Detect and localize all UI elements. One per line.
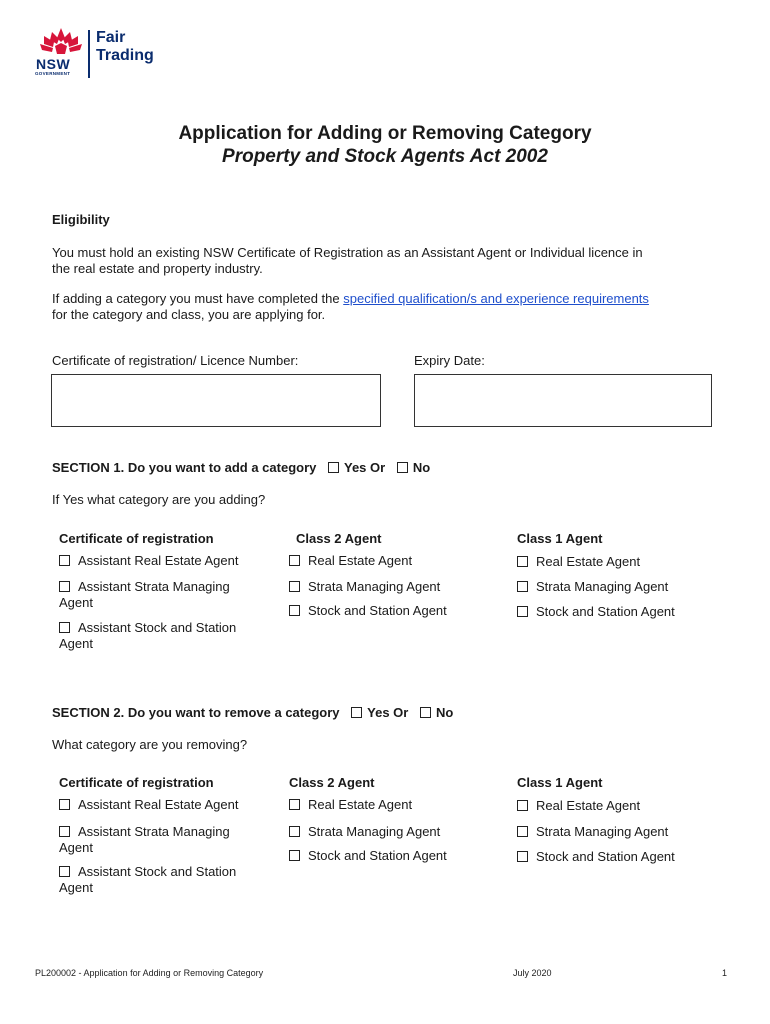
checkbox[interactable] [517,581,528,592]
checkbox[interactable] [289,826,300,837]
section1-option-class1-stock[interactable] [517,604,675,620]
section2-no-label: No [435,705,454,720]
expiry-date-label: Expiry Date: [414,353,485,368]
section2-option-assistant-stock[interactable] [59,864,269,896]
checkbox[interactable] [59,581,70,592]
section2-option-assistant-strata[interactable] [59,824,269,856]
option-label: Assistant Stock and Station [78,620,237,635]
section2-col-class1-heading: Class 1 Agent [517,775,603,790]
para2-line2: for the category and class, you are applying for. [52,307,326,322]
section2-no-checkbox[interactable] [420,707,431,718]
fair-line: Fair [96,29,126,46]
trading-line: Trading [96,47,154,64]
section2-option-class1-strata[interactable] [517,824,668,840]
option-label-cont: Agent [59,595,93,610]
section2-prompt: What category are you removing? [52,737,248,752]
section2-question-text: SECTION 2. Do you want to remove a category [52,705,340,720]
option-label-cont: Agent [59,636,93,651]
section1-col-cert-heading: Certificate of registration [59,531,214,546]
option-label: Real Estate Agent [536,554,641,569]
option-label: Stock and Station Agent [536,604,675,619]
checkbox[interactable] [59,866,70,877]
section2-yes-label: Yes Or [367,705,409,720]
licence-number-label: Certificate of registration/ Licence Number: [52,353,299,368]
section2-option-class1-real-estate[interactable] [517,798,640,814]
section2-option-class2-real-estate[interactable] [289,797,412,813]
section2-col-cert-heading: Certificate of registration [59,775,214,790]
page-subtitle: Property and Stock Agents Act 2002 [222,146,548,167]
option-label-cont: Agent [59,880,93,895]
government-wordmark: GOVERNMENT [35,71,71,76]
expiry-date-field[interactable] [414,374,712,427]
eligibility-paragraph-1 [52,245,643,277]
checkbox[interactable] [517,800,528,811]
option-label: Strata Managing Agent [536,824,669,839]
section1-question [52,460,430,475]
section2-option-class2-stock[interactable] [289,848,447,864]
option-label: Stock and Station Agent [308,848,447,863]
checkbox[interactable] [59,826,70,837]
checkbox[interactable] [59,622,70,633]
option-label: Strata Managing Agent [536,579,669,594]
checkbox[interactable] [517,826,528,837]
option-label: Real Estate Agent [308,797,413,812]
option-label: Stock and Station Agent [308,603,447,618]
checkbox[interactable] [289,799,300,810]
checkbox[interactable] [59,555,70,566]
checkbox[interactable] [517,606,528,617]
option-label: Real Estate Agent [536,798,641,813]
section1-option-assistant-real-estate[interactable] [59,553,238,569]
para2-prefix: If adding a category you must have completed the [52,291,344,306]
footer-date: July 2020 [513,968,552,978]
checkbox[interactable] [289,555,300,566]
section1-col-class2-heading: Class 2 Agent [296,531,382,546]
eligibility-paragraph-2 [52,291,649,323]
option-label-cont: Agent [59,840,93,855]
checkbox[interactable] [289,581,300,592]
licence-number-field[interactable] [51,374,381,427]
footer-page-number: 1 [722,968,728,978]
page-title: Application for Adding or Removing Category [178,123,592,144]
section1-prompt: If Yes what category are you adding? [52,492,266,507]
option-label: Strata Managing Agent [308,824,441,839]
section2-question [52,705,453,720]
section2-col-class2-heading: Class 2 Agent [289,775,375,790]
para1-line2: the real estate and property industry. [52,261,263,276]
section1-option-class2-strata[interactable] [289,579,440,595]
section1-no-checkbox[interactable] [397,462,408,473]
nsw-wordmark: NSW [36,56,71,72]
option-label: Assistant Real Estate Agent [78,553,239,568]
checkbox[interactable] [59,799,70,810]
logo-divider [88,30,90,78]
checkbox[interactable] [289,605,300,616]
option-label: Real Estate Agent [308,553,413,568]
footer-form-code: PL200002 - Application for Adding or Removing Category [35,968,264,978]
option-label: Strata Managing Agent [308,579,441,594]
section1-option-class1-strata[interactable] [517,579,668,595]
section2-option-class2-strata[interactable] [289,824,440,840]
section1-option-assistant-strata[interactable] [59,579,269,611]
section1-yes-label: Yes Or [344,460,386,475]
section1-col-class1-heading: Class 1 Agent [517,531,603,546]
section1-question-text: SECTION 1. Do you want to add a category [52,460,317,475]
section1-no-label: No [412,460,431,475]
fair-trading-wordmark [96,29,154,65]
checkbox[interactable] [517,556,528,567]
section1-option-class1-real-estate[interactable] [517,554,640,570]
section1-option-class2-stock[interactable] [289,603,447,619]
checkbox[interactable] [289,850,300,861]
section2-option-assistant-real-estate[interactable] [59,797,238,813]
eligibility-heading: Eligibility [52,212,110,227]
requirements-link[interactable]: specified qualification/s and experience requirements [343,291,649,306]
option-label: Stock and Station Agent [536,849,675,864]
nsw-fair-trading-logo [34,26,164,80]
option-label: Assistant Strata Managing [78,824,230,839]
option-label: Assistant Stock and Station [78,864,237,879]
section2-option-class1-stock[interactable] [517,849,675,865]
waratah-icon [38,26,84,56]
section1-option-assistant-stock[interactable] [59,620,269,652]
section1-option-class2-real-estate[interactable] [289,553,412,569]
checkbox[interactable] [517,851,528,862]
option-label: Assistant Strata Managing [78,579,230,594]
option-label: Assistant Real Estate Agent [78,797,239,812]
section1-yes-checkbox[interactable] [328,462,339,473]
para1-line1: You must hold an existing NSW Certificate of Registration as an Assistant Agent or Individual licence in [52,245,643,260]
section2-yes-checkbox[interactable] [351,707,362,718]
